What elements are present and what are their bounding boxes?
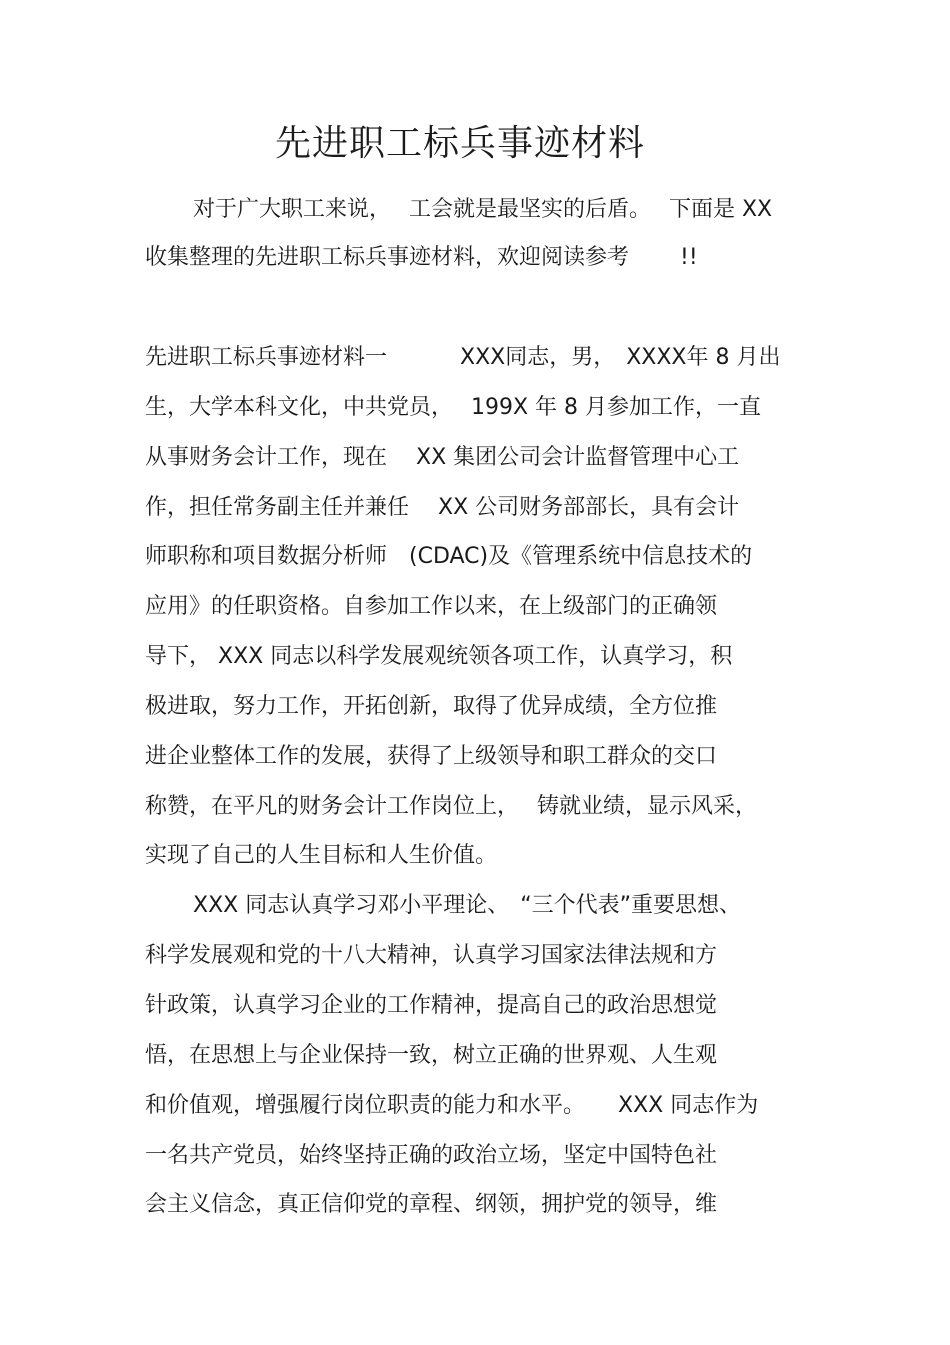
paragraph-line: 作，担任常务副主任并兼任 XX 公司财务部部长，具有会计 [145, 495, 740, 520]
paragraph-line: 生，大学本科文化，中共党员， 199X 年 8 月参加工作，一直 [145, 395, 762, 420]
paragraph-line: 和价值观，增强履行岗位职责的能力和水平。 XXX 同志作为 [145, 1093, 759, 1118]
paragraph-line: 从事财务会计工作，现在 XX 集团公司会计监督管理中心工 [145, 445, 740, 470]
paragraph-line: 收集整理的先进职工标兵事迹材料，欢迎阅读参考 !! [145, 245, 698, 270]
paragraph-line: 对于广大职工来说， 工会就是最坚实的后盾。 下面是 XX [193, 197, 773, 222]
paragraph-line: 悟，在思想上与企业保持一致，树立正确的世界观、人生观 [145, 1043, 718, 1068]
paragraph-line: XXX 同志认真学习邓小平理论、 “三个代表”重要思想、 [193, 893, 742, 918]
paragraph-line: 称赞，在平凡的财务会计工作岗位上， 铸就业绩，显示风采， [145, 794, 757, 819]
paragraph-line: 针政策，认真学习企业的工作精神，提高自己的政治思想觉 [145, 993, 718, 1018]
paragraph-line: 进企业整体工作的发展，获得了上级领导和职工群众的交口 [145, 744, 718, 769]
paragraph-line: 实现了自己的人生目标和人生价值。 [145, 843, 498, 868]
paragraph-line: 应用》的任职资格。自参加工作以来，在上级部门的正确领 [145, 594, 718, 619]
paragraph-line: 先进职工标兵事迹材料一 XXX同志，男， XXXX年 8 月出 [145, 345, 781, 370]
paragraph-line: 导下， XXX 同志以科学发展观统领各项工作，认真学习，积 [145, 644, 733, 669]
paragraph-line: 极进取，努力工作，开拓创新，取得了优异成绩，全方位推 [145, 694, 718, 719]
paragraph-line: 会主义信念，真正信仰党的章程、纲领，拥护党的领导，维 [145, 1192, 718, 1217]
paragraph-line: 师职称和项目数据分析师 (CDAC)及《管理系统中信息技术的 [145, 544, 753, 569]
paragraph-line: 一名共产党员，始终坚持正确的政治立场，坚定中国特色社 [145, 1143, 718, 1168]
document-title: 先进职工标兵事迹材料 [274, 123, 645, 164]
paragraph-line: 科学发展观和党的十八大精神，认真学习国家法律法规和方 [145, 943, 718, 968]
